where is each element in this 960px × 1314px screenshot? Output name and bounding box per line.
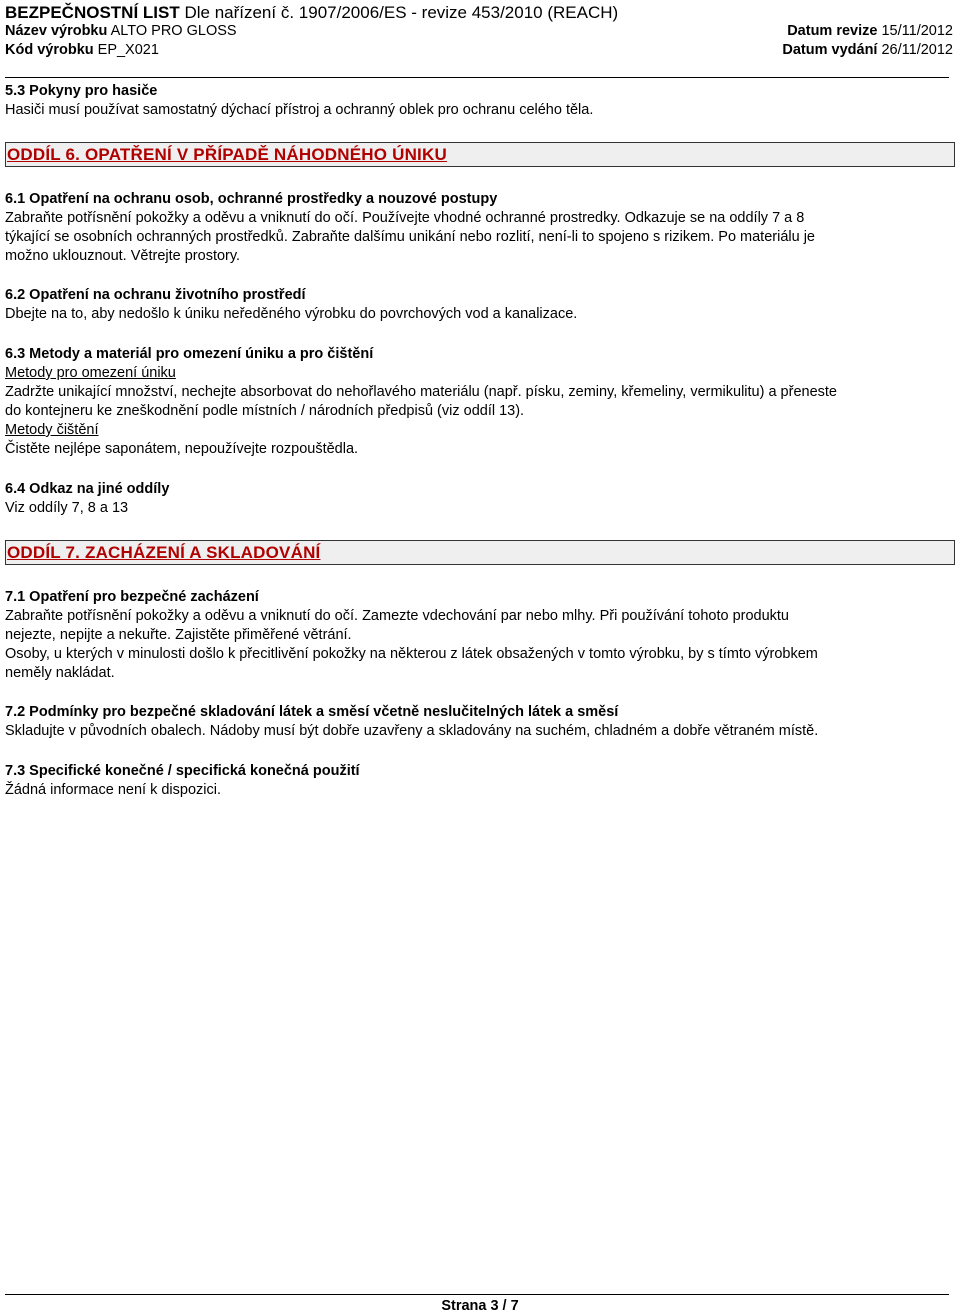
text-6-2: Dbejte na to, aby nedošlo k úniku neředěného výrobku do povrchových vod a kanalizace. [5,306,578,322]
text-7-1-line-1: Zabraňte potřísnění pokožky a oděvu a vniknutí do očí. Zamezte vdechování par nebo mlhy. Při používání tohoto produktu [5,608,789,624]
text-7-2: Skladujte v původních obalech. Nádoby musí být dobře uzavřeny a skladovány na suchém, chladném a dobře větraném místě. [5,723,819,739]
text-7-3: Žádná informace není k dispozici. [5,782,221,798]
heading-6-4: 6.4 Odkaz na jiné oddíly [5,481,170,497]
section-7-title: ODDÍL 7. ZACHÁZENÍ A SKLADOVÁNÍ [7,543,321,562]
heading-7-3: 7.3 Specifické konečné / specifická konečná použití [5,763,360,779]
heading-5-3: 5.3 Pokyny pro hasiče [5,83,158,99]
heading-7-1: 7.1 Opatření pro bezpečné zacházení [5,589,259,605]
text-6-1-line-3: možno uklouznout. Větrejte prostory. [5,248,241,264]
subheading-containment-methods: Metody pro omezení úniku [5,365,176,381]
text-6-1-line-2: týkající se osobních ochranných prostředků. Zabraňte dalšímu unikání nebo rozlití, není-li to spojeno s rizikem. Po materiálu je [5,229,815,245]
header-divider [5,77,949,78]
text-7-1-line-3: Osoby, u kterých v minulosti došlo k přecitlivění pokožky na některou z látek obsažených v tomto výrobku, by s tímto výrobkem [5,646,818,662]
text-6-3-line-2: do kontejneru ke zneškodnění podle místních / národních předpisů (viz oddíl 13). [5,403,525,419]
text-5-3: Hasiči musí používat samostatný dýchací přístroj a ochranný oblek pro ochranu celého těla. [5,102,594,118]
section-7-banner [5,540,955,565]
subheading-cleaning-methods: Metody čištění [5,422,99,438]
text-7-1-line-4: neměly nakládat. [5,665,115,681]
text-6-4: Viz oddíly 7, 8 a 13 [5,500,129,516]
heading-6-3: 6.3 Metody a materiál pro omezení úniku a pro čištění [5,346,374,362]
heading-7-2: 7.2 Podmínky pro bezpečné skladování látek a směsí včetně neslučitelných látek a směsí [5,704,619,720]
heading-6-2: 6.2 Opatření na ochranu životního prostředí [5,287,306,303]
product-code: Kód výrobku EP_X021 [5,42,159,58]
revision-date: Datum revize 15/11/2012 [787,23,953,39]
product-name: Název výrobku ALTO PRO GLOSS [5,23,237,39]
issue-date: Datum vydání 26/11/2012 [782,42,953,58]
section-6-banner [5,142,955,167]
text-6-1-line-1: Zabraňte potřísnění pokožky a oděvu a vniknutí do očí. Používejte vhodné ochranné prostredky. Odkazuje se na oddíly 7 a 8 [5,210,805,226]
document-title: BEZPEČNOSTNÍ LIST Dle nařízení č. 1907/2006/ES - revize 453/2010 (REACH) [5,3,619,22]
text-6-3-line-1: Zadržte unikající množství, nechejte absorbovat do nehořlavého materiálu (např. písku, zeminy, křemeliny, vermikulitu) a přeneste [5,384,837,400]
section-6-title: ODDÍL 6. OPATŘENÍ V PŘÍPADĚ NÁHODNÉHO ÚNIKU [7,145,447,164]
heading-6-1: 6.1 Opatření na ochranu osob, ochranné prostředky a nouzové postupy [5,191,498,207]
text-7-1-line-2: nejezte, nepijte a nekuřte. Zajistěte přiměřené větrání. [5,627,352,643]
text-6-3-cleaning: Čistěte nejlépe saponátem, nepoužívejte rozpouštědla. [5,441,359,457]
page-number: Strana 3 / 7 [441,1298,519,1314]
footer-divider [5,1294,949,1295]
